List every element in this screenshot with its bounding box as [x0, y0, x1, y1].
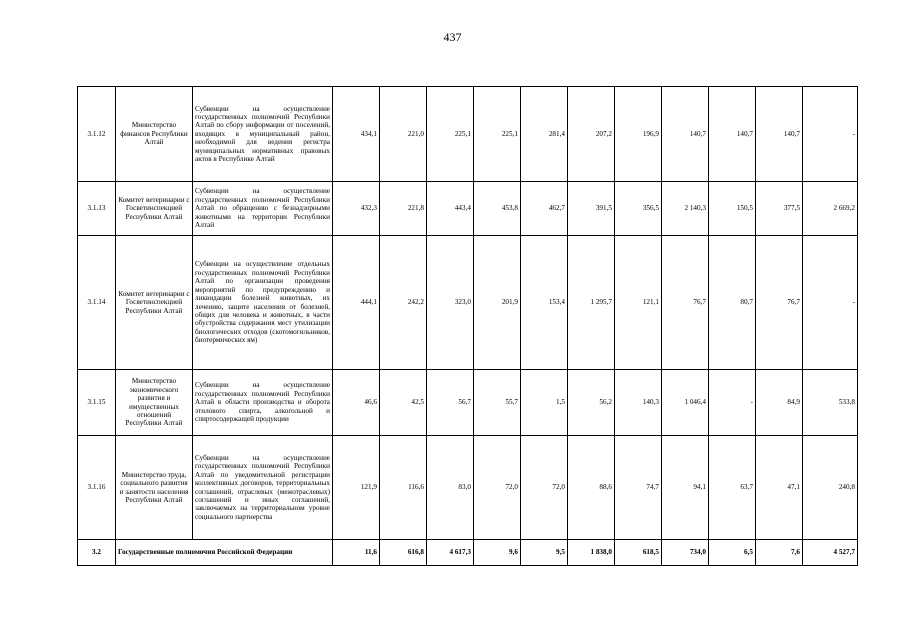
row-value: 432,3 — [333, 182, 380, 236]
row-value: 196,9 — [615, 87, 662, 182]
row-value: 46,6 — [333, 370, 380, 436]
row-organization: Министерство экономического развития и имущественных отношений Республики Алтай — [116, 370, 193, 436]
row-value: 121,9 — [333, 436, 380, 540]
row-value: 207,2 — [568, 87, 615, 182]
row-value: 1 295,7 — [568, 236, 615, 370]
row-code: 3.1.13 — [78, 182, 116, 236]
total-value: 4 617,3 — [427, 540, 474, 566]
row-value: 140,7 — [709, 87, 756, 182]
row-value: 462,7 — [521, 182, 568, 236]
total-value: 9,6 — [474, 540, 521, 566]
table-body — [78, 87, 858, 566]
row-value: 444,1 — [333, 236, 380, 370]
total-row — [78, 540, 858, 566]
row-description: Субвенции на осуществление отдельных государственных полномочий Республики Алтай по организации проведения мероприятий по предупреждению и ликвидации болезней животных, их лечению, защите населения от болезней, общих для человека и животных, в части обустройства содержания мест утилизации биологических отходов (скотомогильников, биотермических ям) — [193, 236, 333, 370]
row-description: Субвенции на осуществление государственных полномочий Республики Алтай по обращению с безнадзорными животными на территории Республики Алтай — [193, 182, 333, 236]
row-value: 2 140,3 — [662, 182, 709, 236]
row-value: 94,1 — [662, 436, 709, 540]
row-organization: Комитет ветеринарии с Госветинспекцией Республики Алтай — [116, 182, 193, 236]
total-value: 618,5 — [615, 540, 662, 566]
row-value: 1,5 — [521, 370, 568, 436]
total-description: Государственные полномочия Российской Федерации — [116, 540, 333, 566]
table-row — [78, 370, 858, 436]
row-value: 76,7 — [756, 236, 803, 370]
row-value: 323,0 — [427, 236, 474, 370]
total-value: 6,5 — [709, 540, 756, 566]
row-value: 80,7 — [709, 236, 756, 370]
row-value: 74,7 — [615, 436, 662, 540]
row-value: - — [803, 236, 858, 370]
row-value: - — [709, 370, 756, 436]
row-value: 72,0 — [521, 436, 568, 540]
row-value: 377,5 — [756, 182, 803, 236]
table-row — [78, 182, 858, 236]
total-value: 9,5 — [521, 540, 568, 566]
row-organization: Министерство финансов Республики Алтай — [116, 87, 193, 182]
row-value: 221,8 — [380, 182, 427, 236]
page-number: 437 — [443, 30, 462, 44]
table-row — [78, 236, 858, 370]
row-value: 356,5 — [615, 182, 662, 236]
row-value: 121,1 — [615, 236, 662, 370]
row-value: 533,8 — [803, 370, 858, 436]
row-value: 56,2 — [568, 370, 615, 436]
row-value: 72,0 — [474, 436, 521, 540]
row-code: 3.1.16 — [78, 436, 116, 540]
row-value: 140,3 — [615, 370, 662, 436]
row-value: 242,2 — [380, 236, 427, 370]
total-value: 4 527,7 — [803, 540, 858, 566]
row-value: 150,5 — [709, 182, 756, 236]
row-value: 1 046,4 — [662, 370, 709, 436]
row-value: 201,9 — [474, 236, 521, 370]
row-value: 153,4 — [521, 236, 568, 370]
row-value: 55,7 — [474, 370, 521, 436]
row-value: 281,4 — [521, 87, 568, 182]
row-value: 83,0 — [427, 436, 474, 540]
row-description: Субвенции на осуществление государственных полномочий Республики Алтай по уведомительной регистрации коллективных договоров, территориальных соглашений, отраслевых (межотраслевых) соглашений и иных соглашений, заключаемых на территориальном уровне социального партнерства — [193, 436, 333, 540]
row-value: 2 669,2 — [803, 182, 858, 236]
row-value: 391,5 — [568, 182, 615, 236]
row-value: 443,4 — [427, 182, 474, 236]
row-value: 221,0 — [380, 87, 427, 182]
row-value: 56,7 — [427, 370, 474, 436]
row-code: 3.1.12 — [78, 87, 116, 182]
row-code: 3.1.15 — [78, 370, 116, 436]
total-value: 11,6 — [333, 540, 380, 566]
row-value: 140,7 — [662, 87, 709, 182]
row-value: 225,1 — [474, 87, 521, 182]
row-code: 3.1.14 — [78, 236, 116, 370]
budget-table — [77, 86, 858, 566]
total-code: 3.2 — [78, 540, 116, 566]
total-value: 734,0 — [662, 540, 709, 566]
row-description: Субвенции на осуществление государственных полномочий Республики Алтай в области производства и оборота этилового спирта, алкогольной и спиртосодержащей продукции — [193, 370, 333, 436]
row-value: 453,8 — [474, 182, 521, 236]
total-value: 1 838,0 — [568, 540, 615, 566]
row-value: - — [803, 87, 858, 182]
table-row — [78, 87, 858, 182]
row-value: 47,1 — [756, 436, 803, 540]
total-value: 7,6 — [756, 540, 803, 566]
row-value: 76,7 — [662, 236, 709, 370]
row-organization: Министерство труда, социального развития и занятости населения Республики Алтай — [116, 436, 193, 540]
row-value: 434,1 — [333, 87, 380, 182]
row-value: 63,7 — [709, 436, 756, 540]
row-description: Субвенции на осуществление государственных полномочий Республики Алтай по сбору информации от поселений, входящих в муниципальный район, необходимой для ведения регистра муниципальных нормативных правовых актов в Республике Алтай — [193, 87, 333, 182]
row-value: 116,6 — [380, 436, 427, 540]
row-value: 240,8 — [803, 436, 858, 540]
table-row — [78, 436, 858, 540]
row-value: 42,5 — [380, 370, 427, 436]
row-value: 225,1 — [427, 87, 474, 182]
row-organization: Комитет ветеринарии с Госветинспекцией Республики Алтай — [116, 236, 193, 370]
total-value: 616,8 — [380, 540, 427, 566]
row-value: 140,7 — [756, 87, 803, 182]
row-value: 84,9 — [756, 370, 803, 436]
row-value: 88,6 — [568, 436, 615, 540]
